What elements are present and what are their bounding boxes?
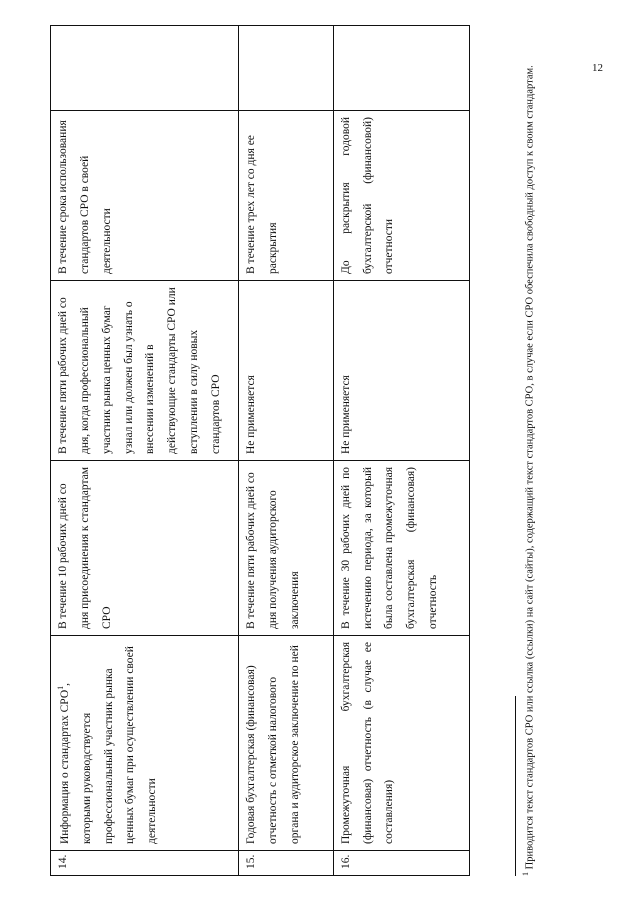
term-cell: В течение 10 рабочих дней со дня присоединения к стандартам СРО <box>51 461 239 636</box>
table-row <box>51 26 239 876</box>
info-name-cell: Промежуточная бухгалтерская (финансовая) отчетность (в случае ее составления) <box>333 636 469 851</box>
footnote-ref: 1 <box>56 685 65 690</box>
row-number: 16. <box>333 851 469 876</box>
table-row <box>333 26 469 876</box>
retention-cell: В течение срока использования стандартов СРО в своей деятельности <box>51 111 239 281</box>
term-cell: В течение 30 рабочих дней по истечению периода, за который была составлена промежуточная бухгалтерская (финансовая) отчетность <box>333 461 469 636</box>
info-name-cont: , которыми руководствуется профессиональный участник рынка ценных бумаг при осуществлении своей деятельности <box>58 646 159 844</box>
extra-cell <box>239 26 333 111</box>
info-name-cell <box>51 636 239 851</box>
row-number: 15. <box>239 851 333 876</box>
footnote-divider <box>515 696 516 876</box>
row-number: 14. <box>51 851 239 876</box>
extra-cell <box>333 26 469 111</box>
change-term-cell: Не применяется <box>333 281 469 461</box>
disclosure-table <box>50 25 470 876</box>
change-term-cell: Не применяется <box>239 281 333 461</box>
footnote <box>520 26 538 876</box>
change-term-cell: В течение пяти рабочих дней со дня, когда профессиональный участник рынка ценных бумаг узнал или должен был узнать о внесении изменений в действующие стандарты СРО или вступлении в силу новых стандартов СРО <box>51 281 239 461</box>
retention-cell: В течение трех лет со дня ее раскрытия <box>239 111 333 281</box>
term-cell: В течение пяти рабочих дней со дня получения аудиторского заключения <box>239 461 333 636</box>
info-name: Информация о стандартах СРО <box>58 689 71 844</box>
table-row <box>239 26 333 876</box>
info-name-cell: Годовая бухгалтерская (финансовая) отчетность с отметкой налогового органа и аудиторское заключение по ней <box>239 636 333 851</box>
footnote-mark: 1 <box>521 872 530 876</box>
extra-cell <box>51 26 239 111</box>
page-number: 12 <box>592 62 603 74</box>
footnote-text: Приводится текст стандартов СРО или ссылка (ссылки) на сайт (сайты), содержащий текст стандартов СРО, в случае если СРО обеспечила свободный доступ к своим стандартам. <box>524 65 536 872</box>
retention-cell: До раскрытия годовой бухгалтерской (финансовой) отчетности <box>333 111 469 281</box>
rotated-table-container <box>50 26 470 876</box>
footnote-block <box>515 26 538 876</box>
